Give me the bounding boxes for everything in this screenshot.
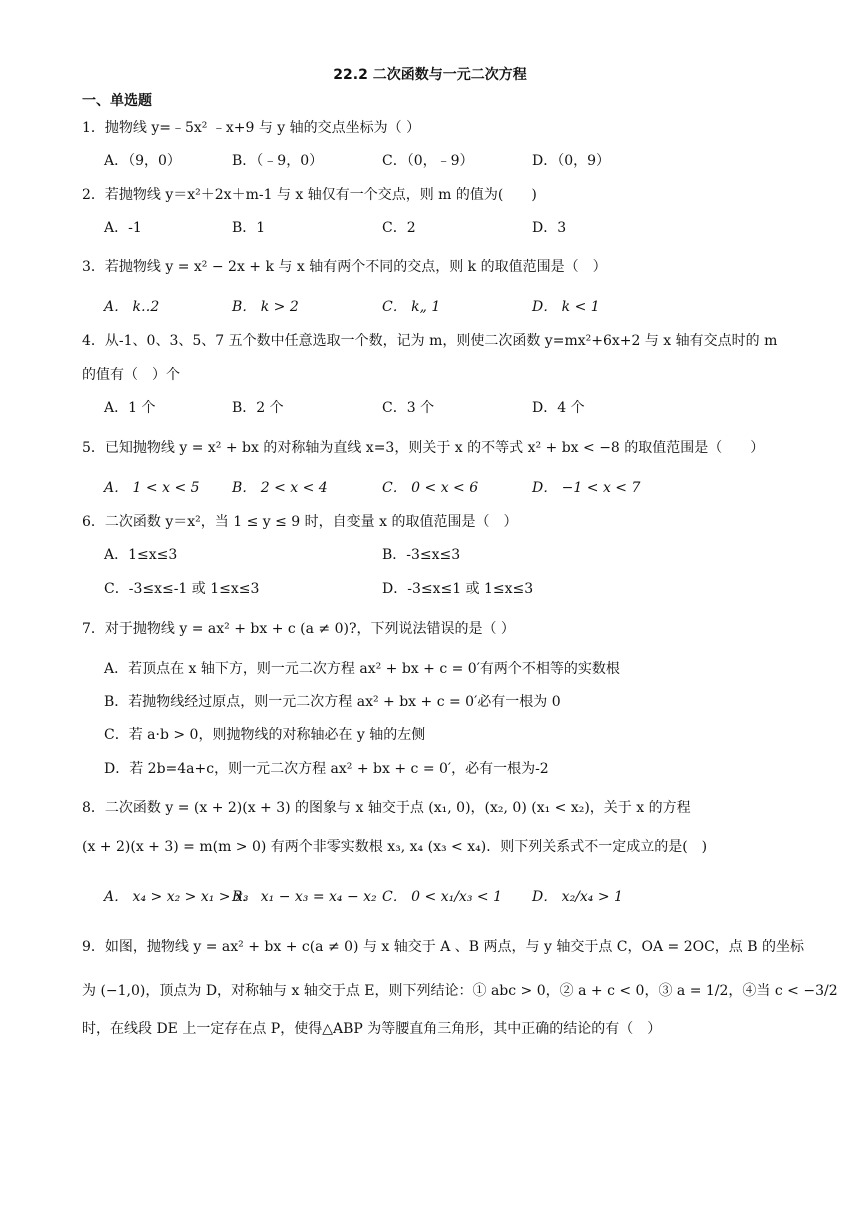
option-d: D． k < 1 bbox=[532, 299, 600, 315]
option-b: B．1 bbox=[232, 220, 266, 236]
question-9-stem-line-2: 为 (−1,0)，顶点为 D，对称轴与 x 轴交于点 E，则下列结论：① abc > 0，② a + c < 0，③ a = 1/2，④当 c < −3/2 bbox=[82, 983, 838, 999]
option-d: D．-3≤x≤1 或 1≤x≤3 bbox=[382, 581, 534, 597]
option-c: C． 0 < x₁/x₃ < 1 bbox=[382, 889, 502, 905]
question-6-stem: 6．二次函数 y＝x²，当 1 ≤ y ≤ 9 时，自变量 x 的取值范围是（ ） bbox=[82, 514, 518, 530]
question-9-stem-line-3: 时，在线段 DE 上一定存在点 P，使得△ABP 为等腰直角三角形，其中正确的结论的有（ ） bbox=[82, 1021, 662, 1037]
option-b: B． 2 < x < 4 bbox=[232, 480, 328, 496]
option-d: D．4 个 bbox=[532, 400, 585, 416]
question-7-option-b: B．若抛物线经过原点，则一元二次方程 ax² + bx + c = 0′必有一根为 0 bbox=[104, 694, 561, 710]
question-5-stem: 5．已知抛物线 y = x² + bx 的对称轴为直线 x=3，则关于 x 的不等式 x² + bx < −8 的取值范围是（ ） bbox=[82, 440, 765, 456]
option-a: A．1 个 bbox=[104, 400, 156, 416]
option-b: B． k > 2 bbox=[232, 299, 299, 315]
question-4-stem-line-2: 的值有（ ）个 bbox=[82, 367, 180, 383]
option-d: D．3 bbox=[532, 220, 567, 236]
option-b: B．-3≤x≤3 bbox=[382, 547, 461, 563]
option-c: C．2 bbox=[382, 220, 416, 236]
option-c: C．（0，﹣9） bbox=[382, 153, 474, 169]
option-c: C．-3≤x≤-1 或 1≤x≤3 bbox=[104, 581, 260, 597]
question-3-stem: 3．若抛物线 y = x² − 2x + k 与 x 轴有两个不同的交点，则 k 的取值范围是（ ） bbox=[82, 259, 607, 275]
option-c: C． 0 < x < 6 bbox=[382, 480, 479, 496]
option-a: A．-1 bbox=[104, 220, 142, 236]
option-d: D． x₂/x₄ > 1 bbox=[532, 889, 623, 905]
question-4-stem-line-1: 4．从-1、0、3、5、7 五个数中任意选取一个数，记为 m，则使二次函数 y=mx²+6x+2 与 x 轴有交点时的 m bbox=[82, 333, 778, 349]
option-d: D． −1 < x < 7 bbox=[532, 480, 641, 496]
question-7-stem: 7．对于抛物线 y = ax² + bx + c (a ≠ 0)?，下列说法错误的是（ ） bbox=[82, 621, 515, 637]
option-a: A．1≤x≤3 bbox=[104, 547, 178, 563]
question-7-option-d: D．若 2b=4a+c，则一元二次方程 ax² + bx + c = 0′，必有一根为-2 bbox=[104, 761, 549, 777]
option-c: C．3 个 bbox=[382, 400, 435, 416]
question-7-option-c: C．若 a·b > 0，则抛物线的对称轴必在 y 轴的左侧 bbox=[104, 727, 426, 743]
question-7-option-a: A．若顶点在 x 轴下方，则一元二次方程 ax² + bx + c = 0′有两个不相等的实数根 bbox=[104, 661, 620, 677]
option-a: A．（9，0） bbox=[104, 153, 181, 169]
option-c: C． k„ 1 bbox=[382, 299, 441, 315]
option-b: B．（﹣9，0） bbox=[232, 153, 324, 169]
option-d: D．（0，9） bbox=[532, 153, 611, 169]
option-a: A． 1 < x < 5 bbox=[104, 480, 200, 496]
question-8-stem-line-2: (x + 2)(x + 3) = m(m > 0) 有两个非零实数根 x₃, x₄ (x₃ < x₄)．则下列关系式不一定成立的是( ) bbox=[82, 839, 708, 855]
page-title: 22.2 二次函数与一元二次方程 bbox=[333, 67, 527, 83]
question-8-stem-line-1: 8．二次函数 y = (x + 2)(x + 3) 的图象与 x 轴交于点 (x₁, 0)，(x₂, 0) (x₁ < x₂)，关于 x 的方程 bbox=[82, 800, 691, 816]
question-2-stem: 2．若抛物线 y＝x²＋2x＋m-1 与 x 轴仅有一个交点，则 m 的值为( ) bbox=[82, 187, 537, 203]
question-9-stem-line-1: 9．如图，抛物线 y = ax² + bx + c(a ≠ 0) 与 x 轴交于 A 、B 两点，与 y 轴交于点 C，OA = 2OC，点 B 的坐标 bbox=[82, 939, 804, 955]
option-a: A． k‥2 bbox=[104, 299, 160, 315]
option-b: B．2 个 bbox=[232, 400, 284, 416]
option-a: A． x₄ > x₂ > x₁ > x₃ bbox=[104, 889, 249, 905]
section-heading: 一、单选题 bbox=[82, 93, 152, 109]
option-b: B． x₁ − x₃ = x₄ − x₂ bbox=[232, 889, 377, 905]
question-1-stem: 1．抛物线 y=﹣5x² ﹣x+9 与 y 轴的交点坐标为（ ） bbox=[82, 120, 421, 136]
